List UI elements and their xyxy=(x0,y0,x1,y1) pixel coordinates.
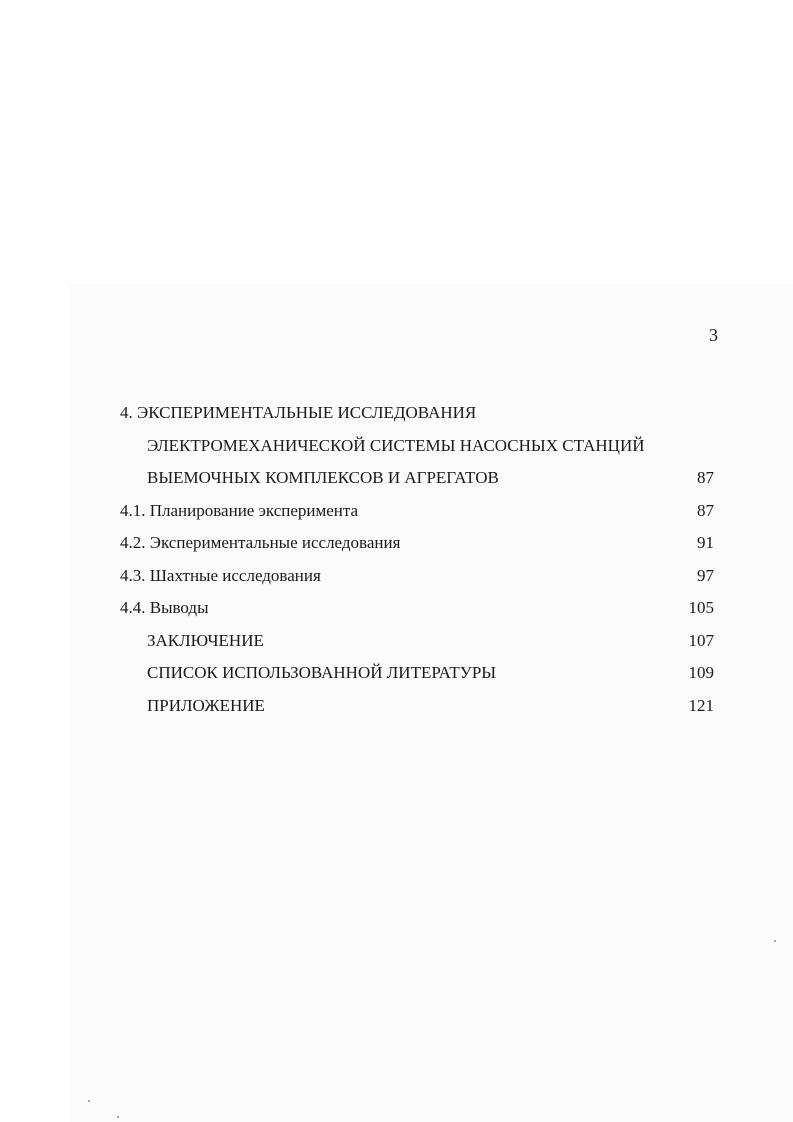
toc-entry-page: 105 xyxy=(688,598,714,617)
toc-entry-page: 91 xyxy=(697,533,714,552)
toc-entry-title: СПИСОК ИСПОЛЬЗОВАННОЙ ЛИТЕРАТУРЫ xyxy=(147,663,497,682)
toc-entry-4-4 xyxy=(120,597,720,630)
toc-entry-page: 109 xyxy=(688,663,714,682)
toc-chapter-4-page: 87 xyxy=(697,468,714,487)
toc-entry-page: 107 xyxy=(688,630,714,650)
toc-chapter-4-heading-line-1 xyxy=(120,402,720,435)
page-number: 3 xyxy=(709,325,718,345)
toc-entry-4-3 xyxy=(120,565,720,598)
toc-appendix xyxy=(120,695,720,728)
table-of-contents xyxy=(120,402,720,727)
toc-chapter-4-title-part-3: ВЫЕМОЧНЫХ КОМПЛЕКСОВ И АГРЕГАТОВ xyxy=(147,468,499,487)
toc-chapter-4-heading-line-3 xyxy=(120,467,720,500)
toc-entry-title: 4.3. Шахтные исследования xyxy=(120,565,321,585)
toc-entry-title: 4.2. Экспериментальные исследования xyxy=(120,533,401,552)
toc-entry-title: 4.1. Планирование эксперимента xyxy=(120,500,359,520)
toc-entry-title: ПРИЛОЖЕНИЕ xyxy=(147,695,265,715)
toc-chapter-4-heading-line-2 xyxy=(120,435,720,468)
toc-entry-title: 4.4. Выводы xyxy=(120,598,209,617)
toc-entry-page: 121 xyxy=(688,695,714,715)
toc-chapter-4-title-part-1: 4. ЭКСПЕРИМЕНТАЛЬНЫЕ ИССЛЕДОВАНИЯ xyxy=(120,403,477,422)
toc-chapter-4-title-part-2: ЭЛЕКТРОМЕХАНИЧЕСКОЙ СИСТЕМЫ НАСОСНЫХ СТАНЦИЙ xyxy=(147,435,645,455)
toc-entry-page: 87 xyxy=(697,500,714,520)
toc-entry-4-2 xyxy=(120,532,720,565)
toc-entry-4-1 xyxy=(120,500,720,533)
scan-speck xyxy=(88,1100,90,1102)
scan-speck xyxy=(117,1116,119,1118)
toc-entry-title: ЗАКЛЮЧЕНИЕ xyxy=(147,630,264,650)
scan-speck xyxy=(774,940,776,942)
toc-conclusion xyxy=(120,630,720,663)
toc-references xyxy=(120,662,720,695)
toc-entry-page: 97 xyxy=(697,565,714,585)
